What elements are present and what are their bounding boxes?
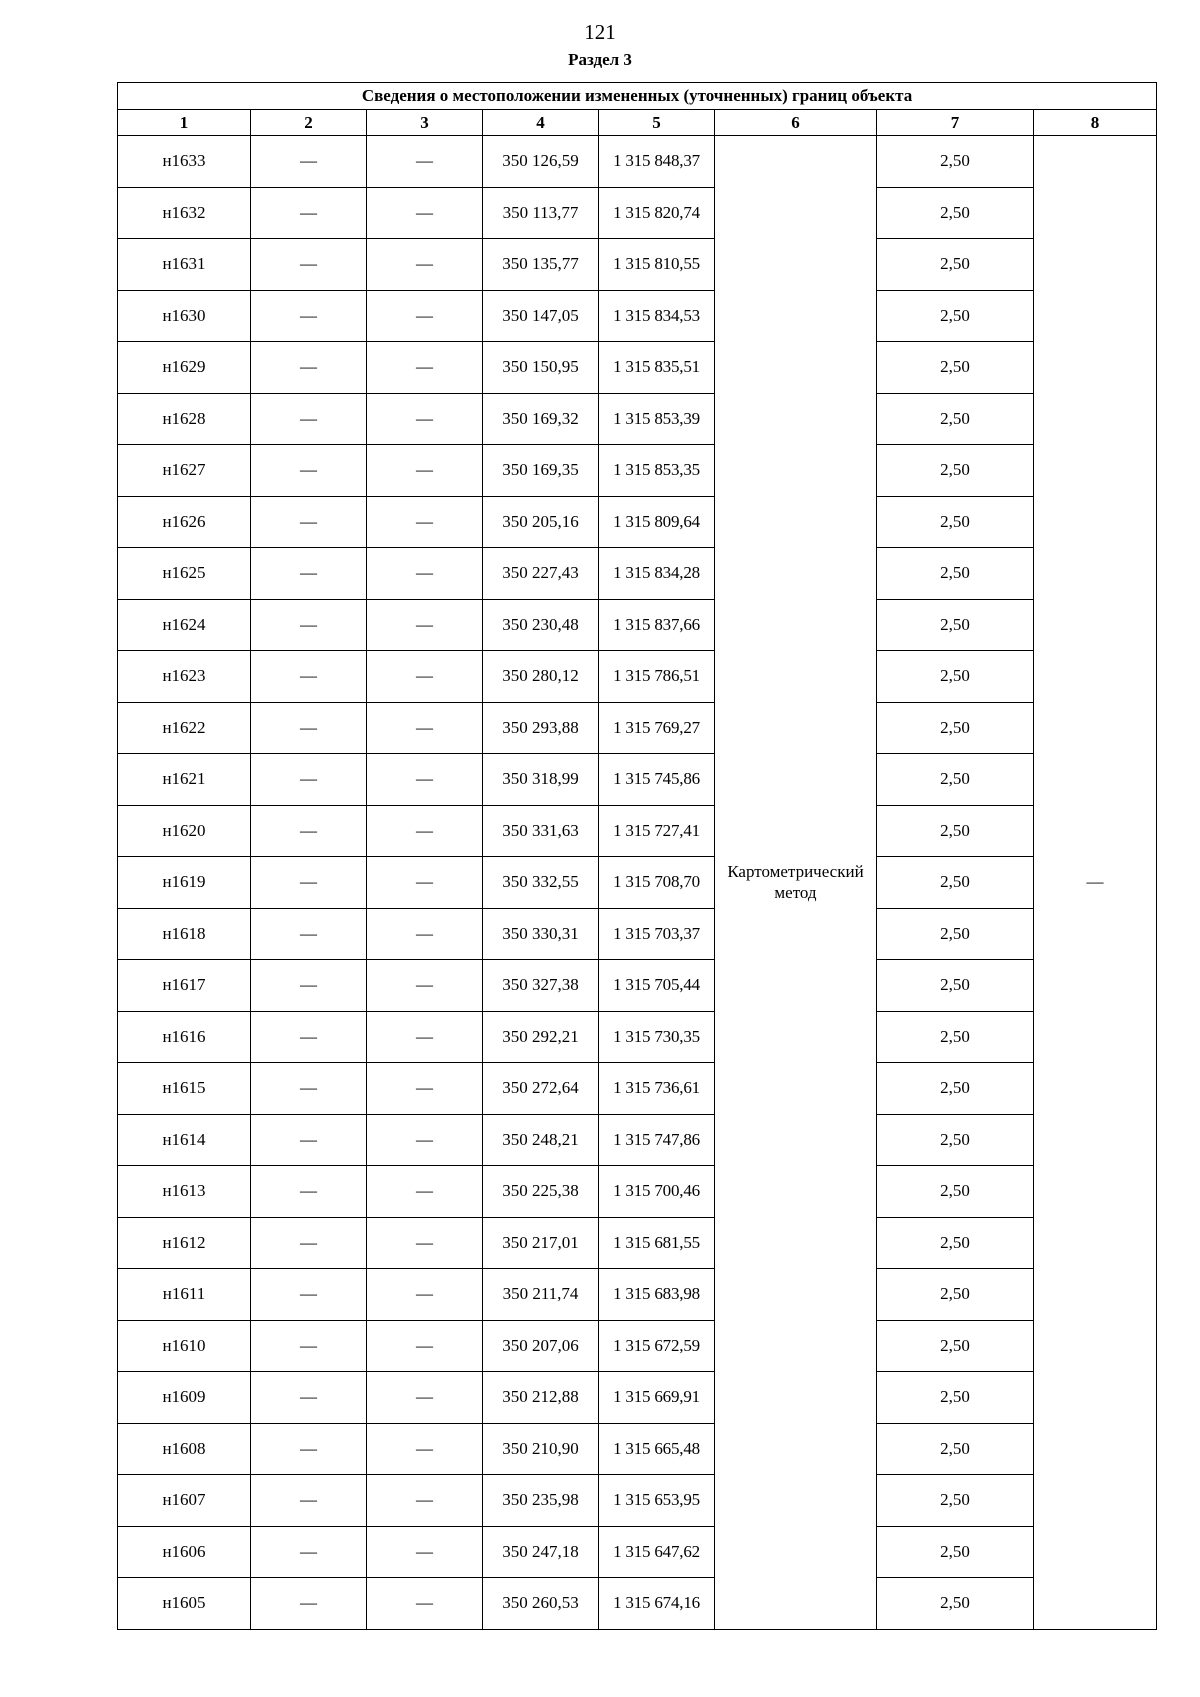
- table-row: [118, 857, 1157, 909]
- dash-cell: —: [251, 754, 367, 806]
- x-coordinate-cell: 350 227,43: [483, 548, 599, 600]
- table-row: [118, 187, 1157, 239]
- x-coordinate-cell: 350 235,98: [483, 1475, 599, 1527]
- accuracy-cell: 2,50: [877, 960, 1034, 1012]
- dash-cell: —: [367, 1269, 483, 1321]
- dash-cell: —: [367, 960, 483, 1012]
- dash-cell: —: [251, 599, 367, 651]
- point-number-cell: н1625: [118, 548, 251, 600]
- accuracy-cell: 2,50: [877, 857, 1034, 909]
- dash-cell: —: [367, 290, 483, 342]
- dash-cell: —: [367, 908, 483, 960]
- point-number-cell: н1615: [118, 1063, 251, 1115]
- y-coordinate-cell: 1 315 647,62: [599, 1526, 715, 1578]
- table-row: [118, 908, 1157, 960]
- column-header: 7: [877, 110, 1034, 136]
- dash-cell: —: [251, 1423, 367, 1475]
- dash-cell: —: [367, 651, 483, 703]
- dash-cell: —: [251, 1526, 367, 1578]
- table-row: [118, 1011, 1157, 1063]
- dash-cell: —: [367, 1578, 483, 1630]
- y-coordinate-cell: 1 315 853,35: [599, 445, 715, 497]
- table-row: [118, 290, 1157, 342]
- table-row: [118, 754, 1157, 806]
- accuracy-cell: 2,50: [877, 702, 1034, 754]
- table-row: [118, 1475, 1157, 1527]
- point-number-cell: н1610: [118, 1320, 251, 1372]
- x-coordinate-cell: 350 211,74: [483, 1269, 599, 1321]
- dash-cell: —: [251, 857, 367, 909]
- x-coordinate-cell: 350 212,88: [483, 1372, 599, 1424]
- accuracy-cell: 2,50: [877, 1320, 1034, 1372]
- accuracy-cell: 2,50: [877, 754, 1034, 806]
- dash-cell: —: [251, 187, 367, 239]
- accuracy-cell: 2,50: [877, 1526, 1034, 1578]
- y-coordinate-cell: 1 315 708,70: [599, 857, 715, 909]
- dash-cell: —: [251, 445, 367, 497]
- point-number-cell: н1632: [118, 187, 251, 239]
- point-number-cell: н1620: [118, 805, 251, 857]
- dash-cell: —: [367, 496, 483, 548]
- point-number-cell: н1623: [118, 651, 251, 703]
- y-coordinate-cell: 1 315 810,55: [599, 239, 715, 291]
- boundary-table: [117, 82, 1157, 1630]
- table-row: [118, 445, 1157, 497]
- y-coordinate-cell: 1 315 745,86: [599, 754, 715, 806]
- y-coordinate-cell: 1 315 665,48: [599, 1423, 715, 1475]
- accuracy-cell: 2,50: [877, 1114, 1034, 1166]
- dash-cell: —: [367, 1320, 483, 1372]
- table-row: [118, 239, 1157, 291]
- x-coordinate-cell: 350 147,05: [483, 290, 599, 342]
- x-coordinate-cell: 350 332,55: [483, 857, 599, 909]
- y-coordinate-cell: 1 315 681,55: [599, 1217, 715, 1269]
- dash-cell: —: [367, 1372, 483, 1424]
- accuracy-cell: 2,50: [877, 1011, 1034, 1063]
- accuracy-cell: 2,50: [877, 805, 1034, 857]
- dash-cell: —: [367, 1217, 483, 1269]
- table-row: [118, 1166, 1157, 1218]
- accuracy-cell: 2,50: [877, 599, 1034, 651]
- table-row: [118, 1269, 1157, 1321]
- x-coordinate-cell: 350 217,01: [483, 1217, 599, 1269]
- point-number-cell: н1612: [118, 1217, 251, 1269]
- dash-cell: —: [251, 1011, 367, 1063]
- point-number-cell: н1617: [118, 960, 251, 1012]
- accuracy-cell: 2,50: [877, 1217, 1034, 1269]
- x-coordinate-cell: 350 150,95: [483, 342, 599, 394]
- y-coordinate-cell: 1 315 820,74: [599, 187, 715, 239]
- table-row: [118, 805, 1157, 857]
- point-number-cell: н1629: [118, 342, 251, 394]
- dash-cell: —: [251, 1578, 367, 1630]
- dash-cell: —: [251, 960, 367, 1012]
- dash-cell: —: [367, 805, 483, 857]
- point-number-cell: н1619: [118, 857, 251, 909]
- dash-cell: —: [251, 548, 367, 600]
- point-number-cell: н1624: [118, 599, 251, 651]
- column-header: 5: [599, 110, 715, 136]
- table-row: [118, 136, 1157, 188]
- accuracy-cell: 2,50: [877, 1475, 1034, 1527]
- dash-cell: —: [251, 1372, 367, 1424]
- accuracy-cell: 2,50: [877, 651, 1034, 703]
- section-title: Раздел 3: [568, 50, 632, 69]
- x-coordinate-cell: 350 330,31: [483, 908, 599, 960]
- dash-cell: —: [251, 805, 367, 857]
- dash-cell: —: [367, 445, 483, 497]
- column-header: 8: [1034, 110, 1157, 136]
- accuracy-cell: 2,50: [877, 1166, 1034, 1218]
- table-row: [118, 1423, 1157, 1475]
- y-coordinate-cell: 1 315 727,41: [599, 805, 715, 857]
- accuracy-cell: 2,50: [877, 1269, 1034, 1321]
- point-number-cell: н1614: [118, 1114, 251, 1166]
- table-row: [118, 548, 1157, 600]
- y-coordinate-cell: 1 315 769,27: [599, 702, 715, 754]
- dash-cell: —: [251, 1475, 367, 1527]
- y-coordinate-cell: 1 315 674,16: [599, 1578, 715, 1630]
- y-coordinate-cell: 1 315 669,91: [599, 1372, 715, 1424]
- table-row: [118, 599, 1157, 651]
- point-number-cell: н1609: [118, 1372, 251, 1424]
- table-row: [118, 496, 1157, 548]
- y-coordinate-cell: 1 315 672,59: [599, 1320, 715, 1372]
- column-header: 3: [367, 110, 483, 136]
- y-coordinate-cell: 1 315 736,61: [599, 1063, 715, 1115]
- x-coordinate-cell: 350 280,12: [483, 651, 599, 703]
- y-coordinate-cell: 1 315 747,86: [599, 1114, 715, 1166]
- x-coordinate-cell: 350 293,88: [483, 702, 599, 754]
- x-coordinate-cell: 350 225,38: [483, 1166, 599, 1218]
- accuracy-cell: 2,50: [877, 187, 1034, 239]
- x-coordinate-cell: 350 113,77: [483, 187, 599, 239]
- accuracy-cell: 2,50: [877, 136, 1034, 188]
- point-number-cell: н1630: [118, 290, 251, 342]
- accuracy-cell: 2,50: [877, 290, 1034, 342]
- dash-cell: —: [367, 1526, 483, 1578]
- x-coordinate-cell: 350 207,06: [483, 1320, 599, 1372]
- x-coordinate-cell: 350 327,38: [483, 960, 599, 1012]
- point-number-cell: н1621: [118, 754, 251, 806]
- dash-cell: —: [251, 651, 367, 703]
- x-coordinate-cell: 350 205,16: [483, 496, 599, 548]
- dash-cell: —: [251, 1114, 367, 1166]
- y-coordinate-cell: 1 315 848,37: [599, 136, 715, 188]
- y-coordinate-cell: 1 315 834,53: [599, 290, 715, 342]
- table-row: [118, 1578, 1157, 1630]
- y-coordinate-cell: 1 315 837,66: [599, 599, 715, 651]
- dash-cell: —: [367, 136, 483, 188]
- dash-cell: —: [367, 754, 483, 806]
- table-row: [118, 1372, 1157, 1424]
- accuracy-cell: 2,50: [877, 1372, 1034, 1424]
- column-header: 1: [118, 110, 251, 136]
- x-coordinate-cell: 350 331,63: [483, 805, 599, 857]
- y-coordinate-cell: 1 315 853,39: [599, 393, 715, 445]
- y-coordinate-cell: 1 315 835,51: [599, 342, 715, 394]
- point-number-cell: н1611: [118, 1269, 251, 1321]
- x-coordinate-cell: 350 230,48: [483, 599, 599, 651]
- table-body: [118, 136, 1157, 1630]
- point-number-cell: н1613: [118, 1166, 251, 1218]
- point-number-cell: н1607: [118, 1475, 251, 1527]
- table-row: [118, 393, 1157, 445]
- y-coordinate-cell: 1 315 683,98: [599, 1269, 715, 1321]
- page-number: 121: [584, 20, 616, 44]
- point-number-cell: н1606: [118, 1526, 251, 1578]
- accuracy-cell: 2,50: [877, 1063, 1034, 1115]
- dash-cell: —: [251, 1063, 367, 1115]
- table-row: [118, 1114, 1157, 1166]
- column-8-cell: —: [1034, 136, 1157, 1630]
- column-header: 6: [715, 110, 877, 136]
- dash-cell: —: [367, 1114, 483, 1166]
- dash-cell: —: [367, 1011, 483, 1063]
- point-number-cell: н1628: [118, 393, 251, 445]
- accuracy-cell: 2,50: [877, 342, 1034, 394]
- accuracy-cell: 2,50: [877, 496, 1034, 548]
- x-coordinate-cell: 350 247,18: [483, 1526, 599, 1578]
- dash-cell: —: [367, 702, 483, 754]
- point-number-cell: н1626: [118, 496, 251, 548]
- column-header: 4: [483, 110, 599, 136]
- dash-cell: —: [367, 239, 483, 291]
- y-coordinate-cell: 1 315 703,37: [599, 908, 715, 960]
- x-coordinate-cell: 350 126,59: [483, 136, 599, 188]
- accuracy-cell: 2,50: [877, 239, 1034, 291]
- accuracy-cell: 2,50: [877, 1423, 1034, 1475]
- y-coordinate-cell: 1 315 730,35: [599, 1011, 715, 1063]
- point-number-cell: н1608: [118, 1423, 251, 1475]
- table-caption: Сведения о местоположении измененных (уточненных) границ объекта: [118, 83, 1157, 110]
- dash-cell: —: [367, 1475, 483, 1527]
- table-row: [118, 960, 1157, 1012]
- point-number-cell: н1627: [118, 445, 251, 497]
- accuracy-cell: 2,50: [877, 1578, 1034, 1630]
- accuracy-cell: 2,50: [877, 393, 1034, 445]
- point-number-cell: н1616: [118, 1011, 251, 1063]
- accuracy-cell: 2,50: [877, 908, 1034, 960]
- dash-cell: —: [251, 1166, 367, 1218]
- y-coordinate-cell: 1 315 786,51: [599, 651, 715, 703]
- y-coordinate-cell: 1 315 700,46: [599, 1166, 715, 1218]
- method-cell: Картометрический метод: [715, 136, 877, 1630]
- y-coordinate-cell: 1 315 809,64: [599, 496, 715, 548]
- dash-cell: —: [251, 496, 367, 548]
- x-coordinate-cell: 350 272,64: [483, 1063, 599, 1115]
- dash-cell: —: [367, 1063, 483, 1115]
- table-row: [118, 651, 1157, 703]
- dash-cell: —: [367, 548, 483, 600]
- dash-cell: —: [251, 702, 367, 754]
- table-row: [118, 702, 1157, 754]
- point-number-cell: н1622: [118, 702, 251, 754]
- dash-cell: —: [367, 187, 483, 239]
- x-coordinate-cell: 350 292,21: [483, 1011, 599, 1063]
- dash-cell: —: [367, 1423, 483, 1475]
- dash-cell: —: [251, 1320, 367, 1372]
- table-row: [118, 1217, 1157, 1269]
- dash-cell: —: [251, 239, 367, 291]
- table-row: [118, 1320, 1157, 1372]
- dash-cell: —: [251, 1269, 367, 1321]
- x-coordinate-cell: 350 135,77: [483, 239, 599, 291]
- dash-cell: —: [251, 908, 367, 960]
- dash-cell: —: [367, 393, 483, 445]
- dash-cell: —: [251, 136, 367, 188]
- x-coordinate-cell: 350 210,90: [483, 1423, 599, 1475]
- accuracy-cell: 2,50: [877, 548, 1034, 600]
- dash-cell: —: [251, 342, 367, 394]
- dash-cell: —: [251, 393, 367, 445]
- point-number-cell: н1605: [118, 1578, 251, 1630]
- dash-cell: —: [367, 599, 483, 651]
- table-row: [118, 342, 1157, 394]
- x-coordinate-cell: 350 318,99: [483, 754, 599, 806]
- dash-cell: —: [251, 290, 367, 342]
- accuracy-cell: 2,50: [877, 445, 1034, 497]
- y-coordinate-cell: 1 315 834,28: [599, 548, 715, 600]
- column-header-row: [118, 110, 1157, 136]
- dash-cell: —: [367, 1166, 483, 1218]
- point-number-cell: н1633: [118, 136, 251, 188]
- dash-cell: —: [251, 1217, 367, 1269]
- y-coordinate-cell: 1 315 653,95: [599, 1475, 715, 1527]
- x-coordinate-cell: 350 260,53: [483, 1578, 599, 1630]
- x-coordinate-cell: 350 169,35: [483, 445, 599, 497]
- table-row: [118, 1063, 1157, 1115]
- dash-cell: —: [367, 342, 483, 394]
- column-header: 2: [251, 110, 367, 136]
- x-coordinate-cell: 350 169,32: [483, 393, 599, 445]
- dash-cell: —: [367, 857, 483, 909]
- y-coordinate-cell: 1 315 705,44: [599, 960, 715, 1012]
- table-row: [118, 1526, 1157, 1578]
- point-number-cell: н1631: [118, 239, 251, 291]
- x-coordinate-cell: 350 248,21: [483, 1114, 599, 1166]
- point-number-cell: н1618: [118, 908, 251, 960]
